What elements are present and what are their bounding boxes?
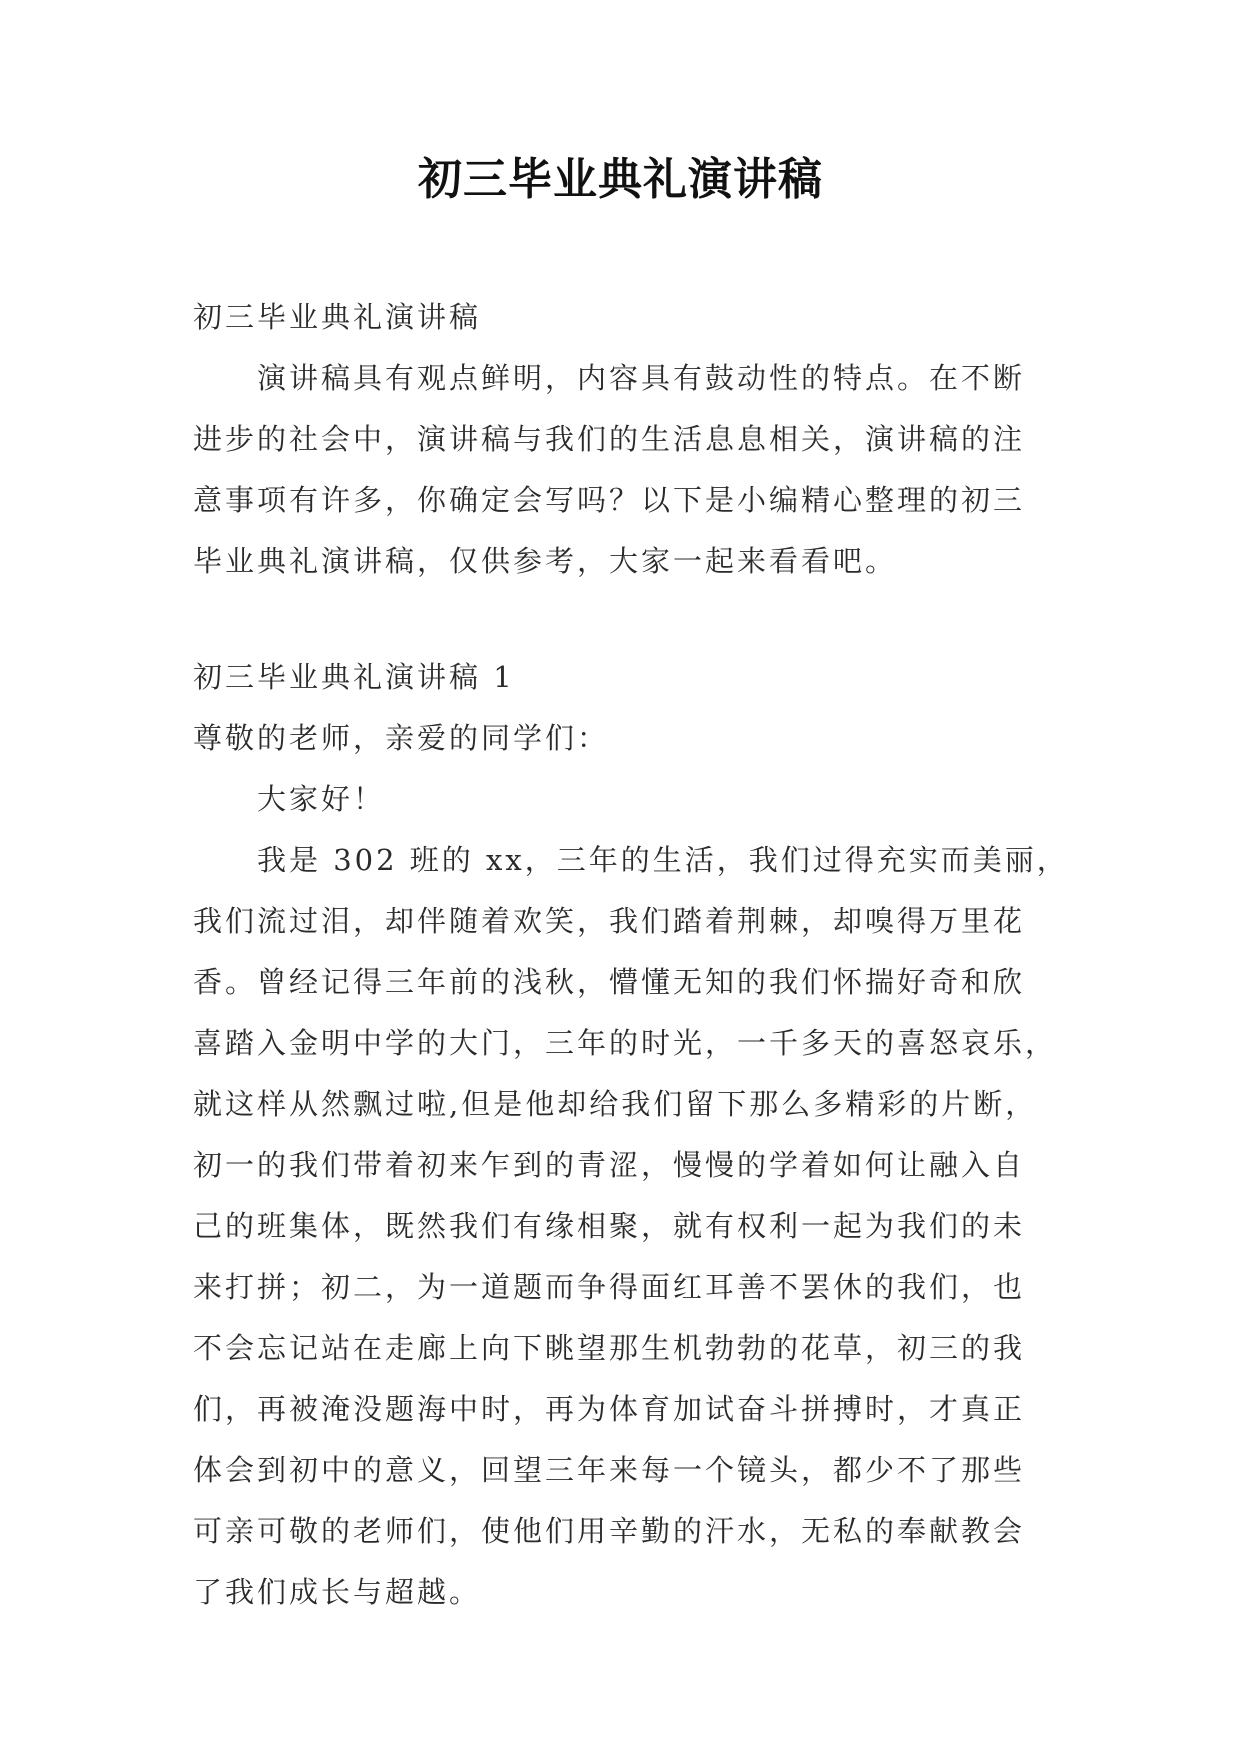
body-line: 初一的我们带着初来乍到的青涩，慢慢的学着如何让融入自 [193,1148,1026,1182]
paragraph-gap [193,592,1073,647]
body-line: 香。曾经记得三年前的浅秋，懵懂无知的我们怀揣好奇和欣 [193,965,1026,999]
body-line: 不会忘记站在走廊上向下眺望那生机勃勃的花草，初三的我 [193,1331,1026,1365]
document-subtitle: 初三毕业典礼演讲稿 [193,300,482,334]
body-line: 可亲可敬的老师们，使他们用辛勤的汗水，无私的奉献教会 [193,1514,1026,1548]
intro-line: 意事项有许多，你确定会写吗？以下是小编精心整理的初三 [193,483,1026,517]
intro-line: 毕业典礼演讲稿，仅供参考，大家一起来看看吧。 [193,544,898,578]
greeting: 大家好！ [257,782,386,816]
intro-line: 进步的社会中，演讲稿与我们的生活息息相关，演讲稿的注 [193,422,1026,456]
body-line: 们，再被淹没题海中时，再为体育加试奋斗拼搏时，才真正 [193,1392,1026,1426]
body-line: 就这样从然飘过啦,但是他却给我们留下那么多精彩的片断， [193,1087,1038,1121]
intro-line: 演讲稿具有观点鲜明，内容具有鼓动性的特点。在不断 [257,361,1026,395]
body-line: 我是 302 班的 xx，三年的生活，我们过得充实而美丽， [257,843,1069,877]
body-line: 己的班集体，既然我们有缘相聚，就有权利一起为我们的未 [193,1209,1026,1243]
document-body [193,287,1073,1623]
body-line: 体会到初中的意义，回望三年来每一个镜头，都少不了那些 [193,1453,1026,1487]
salutation: 尊敬的老师，亲爱的同学们： [193,721,610,755]
body-line: 了我们成长与超越。 [193,1575,482,1609]
page-title: 初三毕业典礼演讲稿 [418,154,823,205]
body-line: 来打拼；初二，为一道题而争得面红耳善不罢休的我们，也 [193,1270,1026,1304]
body-line: 我们流过泪，却伴随着欢笑，我们踏着荆棘，却嗅得万里花 [193,904,1026,938]
section-heading: 初三毕业典礼演讲稿 1 [193,660,515,694]
body-line: 喜踏入金明中学的大门，三年的时光，一千多天的喜怒哀乐， [193,1026,1058,1060]
